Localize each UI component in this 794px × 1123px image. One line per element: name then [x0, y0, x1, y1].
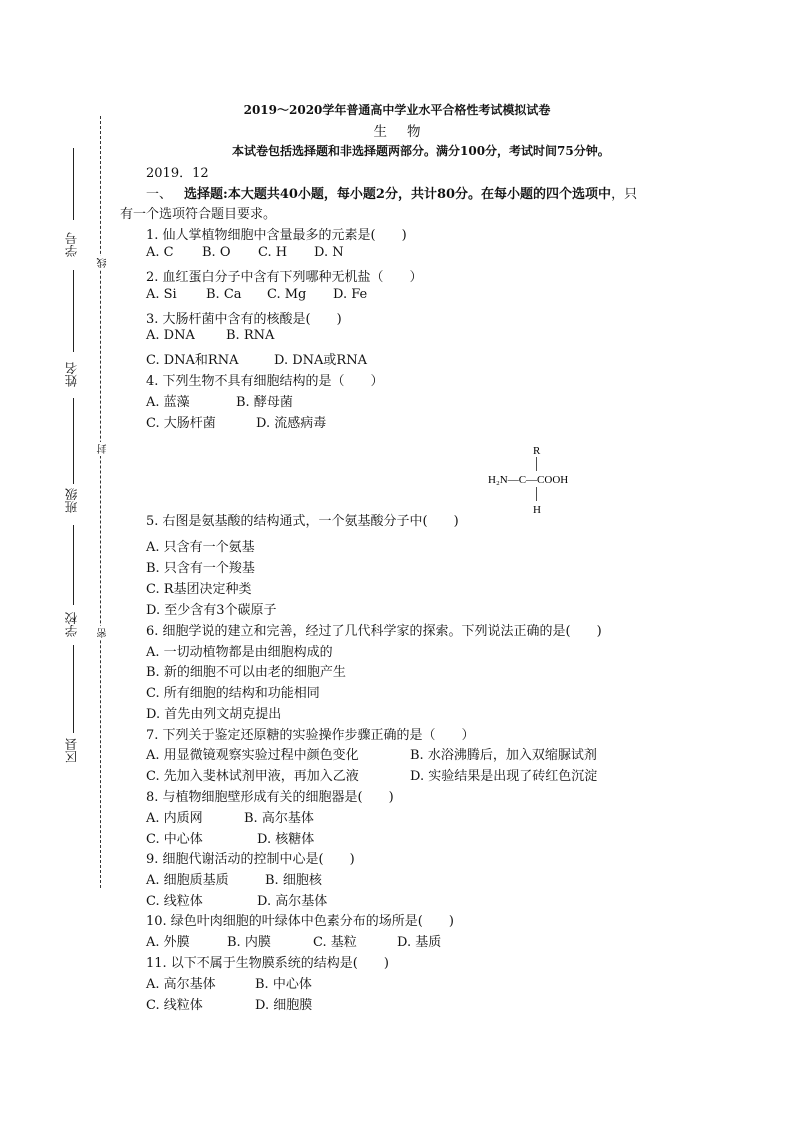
- q1-option-a: A. C: [146, 245, 174, 260]
- question-4-stem: 4. 下列生物不具有细胞结构的是（ ）: [146, 374, 384, 389]
- q9-option-c: C. 线粒体: [146, 894, 203, 909]
- question-7-stem: 7. 下列关于鉴定还原糖的实验操作步骤正确的是（ ）: [146, 728, 475, 743]
- question-6-stem: 6. 细胞学说的建立和完善，经过了几代科学家的探索。下列说法正确的是( ): [146, 624, 602, 639]
- chem-h: H: [533, 504, 541, 516]
- q10-option-b: B. 内膜: [227, 935, 271, 950]
- q4-option-a: A. 蓝藻: [146, 395, 190, 410]
- amino-acid-structure-diagram: [488, 442, 608, 517]
- q6-option-c: C. 所有细胞的结构和功能相同: [146, 686, 320, 701]
- q2-option-b: B. Ca: [206, 287, 242, 302]
- question-4-options-row1: [146, 391, 293, 410]
- section1-line2: 有一个选项符合题目要求。: [120, 207, 277, 222]
- q8-option-d: D. 核糖体: [257, 832, 315, 847]
- question-8-stem: 8. 与植物细胞壁形成有关的细胞器是( ): [146, 790, 394, 805]
- exam-subject: [0, 120, 794, 140]
- question-1-options: [146, 245, 344, 260]
- q8-option-a: A. 内质网: [146, 811, 203, 826]
- subject-char-2: 物: [407, 124, 421, 140]
- q9-option-a: A. 细胞质基质: [146, 873, 229, 888]
- student-id-underline: [73, 148, 74, 220]
- q11-option-c: C. 线粒体: [146, 998, 203, 1013]
- chem-r: R: [533, 445, 541, 457]
- q11-option-a: A. 高尔基体: [146, 977, 216, 992]
- q2-option-c: C. Mg: [267, 287, 307, 302]
- question-7-options-row2: [146, 765, 597, 784]
- q11-option-b: B. 中心体: [255, 977, 312, 992]
- q10-option-d: D. 基质: [397, 935, 442, 950]
- chem-backbone: H₂N—C—COOH: [488, 474, 569, 486]
- question-9-options-row1: [146, 869, 322, 888]
- question-1-stem: 1. 仙人掌植物细胞中含量最多的元素是( ): [146, 228, 407, 243]
- q8-option-c: C. 中心体: [146, 832, 203, 847]
- q4-option-d: D. 流感病毒: [256, 416, 327, 431]
- q6-option-b: B. 新的细胞不可以由老的细胞产生: [146, 665, 346, 680]
- q1-option-b: B. O: [202, 245, 231, 260]
- district-underline: [73, 645, 74, 733]
- q10-option-a: A. 外膜: [146, 935, 190, 950]
- q2-option-d: D. Fe: [333, 287, 368, 302]
- question-9-options-row2: [146, 890, 327, 909]
- q6-option-a: A. 一切动植物都是由细胞构成的: [146, 645, 333, 660]
- question-2-stem: 2. 血红蛋白分子中含有下列哪种无机盐（ ）: [146, 270, 423, 285]
- question-11-options-row1: [146, 973, 312, 992]
- question-5-stem: 5. 右图是氨基酸的结构通式，一个氨基酸分子中( ): [146, 514, 459, 529]
- q4-option-c: C. 大肠杆菌: [146, 416, 216, 431]
- q7-option-a: A. 用显微镜观察实验过程中颜色变化: [146, 748, 359, 763]
- q10-option-c: C. 基粒: [313, 935, 357, 950]
- q4-option-b: B. 酵母菌: [236, 395, 293, 410]
- q9-option-b: B. 细胞核: [265, 873, 322, 888]
- question-3-options-row2: [146, 349, 367, 368]
- name-label: 姓名: [64, 362, 79, 387]
- student-id-label: 学号: [64, 232, 79, 257]
- q3-option-b: B. RNA: [226, 328, 275, 343]
- q7-option-d: D. 实验结果是出现了砖红色沉淀: [410, 769, 598, 784]
- seal-mark-secret: 密: [98, 628, 109, 638]
- q1-option-d: D. N: [314, 245, 344, 260]
- q5-option-b: B. 只含有一个羧基: [146, 561, 255, 576]
- q5-option-c: C. R基团决定种类: [146, 582, 252, 597]
- question-10-stem: 10. 绿色叶肉细胞的叶绿体中色素分布的场所是( ): [146, 914, 454, 929]
- q3-option-a: A. DNA: [146, 328, 195, 343]
- section1-heading: [146, 183, 637, 202]
- name-underline: [73, 270, 74, 352]
- q5-option-a: A. 只含有一个氨基: [146, 540, 255, 555]
- exam-title: 2019～2020学年普通高中学业水平合格性考试模拟试卷: [243, 103, 551, 117]
- seal-mark-line: 线: [98, 258, 109, 268]
- section1-lead: 选择题:本大题共40小题，每小题2分，共计80分。在每小题的: [184, 187, 547, 202]
- question-4-options-row2: [146, 412, 326, 431]
- class-label: 班级: [64, 488, 79, 513]
- question-8-options-row2: [146, 828, 314, 847]
- question-7-options-row1: [146, 744, 597, 763]
- school-label: 学校: [64, 612, 79, 637]
- subject-char-1: 生: [373, 124, 387, 140]
- question-2-options: [146, 287, 367, 302]
- school-underline: [73, 525, 74, 605]
- q2-option-a: A. Si: [146, 287, 177, 302]
- q11-option-d: D. 细胞膜: [255, 998, 313, 1013]
- seal-mark-seal: 封: [98, 444, 109, 454]
- q7-option-b: B. 水浴沸腾后，加入双缩脲试剂: [410, 748, 597, 763]
- section1-tail: ，只: [611, 187, 638, 202]
- question-3-options-row1: [146, 328, 274, 343]
- question-9-stem: 9. 细胞代谢活动的控制中心是( ): [146, 852, 355, 867]
- question-11-options-row2: [146, 994, 312, 1013]
- district-label: 区县: [64, 738, 79, 763]
- q7-option-c: C. 先加入斐林试剂甲液，再加入乙液: [146, 769, 359, 784]
- binding-dashed-line: [100, 116, 101, 888]
- section1-emph: 四个选项中: [546, 187, 612, 202]
- class-underline: [73, 398, 74, 484]
- question-3-stem: 3. 大肠杆菌中含有的核酸是( ): [146, 312, 342, 327]
- section1-num: 一、: [146, 187, 173, 202]
- exam-date: 2019．12: [146, 166, 209, 181]
- question-8-options-row1: [146, 807, 314, 826]
- exam-intro: 本试卷包括选择题和非选择题两部分。满分100分，考试时间75分钟。: [232, 144, 610, 158]
- q6-option-d: D. 首先由列文胡克提出: [146, 707, 282, 722]
- q3-option-c: C. DNA和RNA: [146, 353, 239, 368]
- q5-option-d: D. 至少含有3个碳原子: [146, 603, 277, 618]
- q8-option-b: B. 高尔基体: [244, 811, 314, 826]
- q9-option-d: D. 高尔基体: [257, 894, 328, 909]
- q1-option-c: C. H: [258, 245, 288, 260]
- q3-option-d: D. DNA或RNA: [274, 353, 367, 368]
- question-11-stem: 11. 以下不属于生物膜系统的结构是( ): [146, 956, 389, 971]
- question-10-options: [146, 931, 441, 950]
